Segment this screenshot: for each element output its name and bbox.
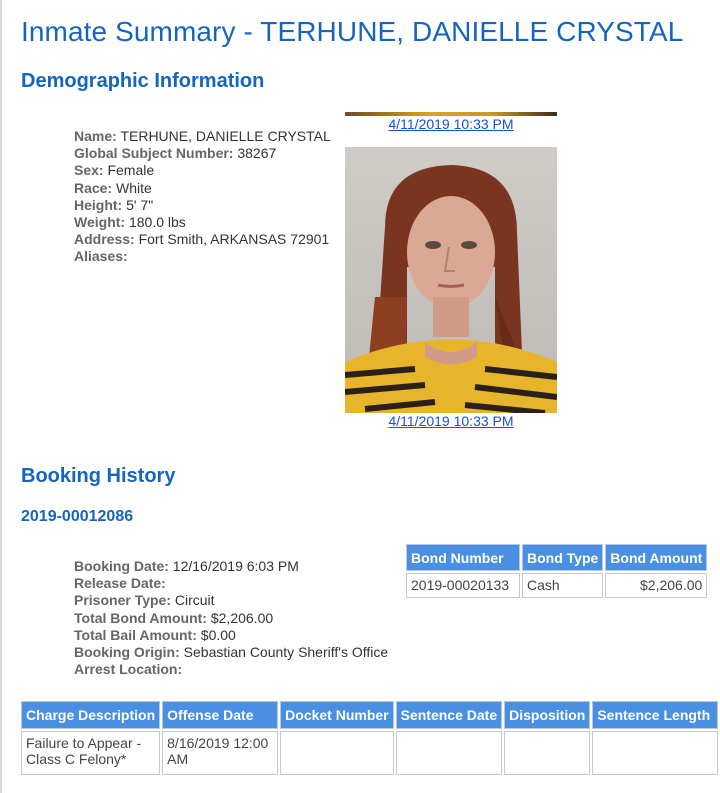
disposition-header: Disposition xyxy=(504,701,590,729)
name-row: Name: TERHUNE, DANIELLE CRYSTAL xyxy=(74,128,331,144)
charge-table xyxy=(19,699,720,777)
charge-table-header-row xyxy=(21,701,718,729)
charge-description-cell: Failure to Appear - Class C Felony* xyxy=(21,731,160,775)
prisoner-type-row: Prisoner Type: Circuit xyxy=(74,592,215,609)
race-row: Race: White xyxy=(74,179,152,196)
bond-table-header-row xyxy=(406,544,707,571)
table-row xyxy=(21,731,718,775)
demographics-info xyxy=(74,128,331,266)
booking-origin-row: Booking Origin: Sebastian County Sheriff's Office xyxy=(74,644,389,661)
offense-date-cell: 8/16/2019 12:00 AM xyxy=(162,731,278,775)
left-border xyxy=(0,0,2,793)
total-bail-row: Total Bail Amount: $0.00 xyxy=(74,626,236,643)
aliases-row: Aliases: xyxy=(74,248,128,265)
table-row xyxy=(406,573,707,598)
photo-caption-link-2[interactable]: 4/11/2019 10:33 PM xyxy=(388,413,514,429)
sentence-length-cell xyxy=(592,731,718,775)
disposition-cell xyxy=(504,731,590,775)
subject-number-row: Global Subject Number: 38267 xyxy=(74,145,277,162)
sentence-date-header: Sentence Date xyxy=(396,701,502,729)
charge-description-header: Charge Description xyxy=(21,701,160,729)
sex-row: Sex: Female xyxy=(74,162,155,179)
address-row: Address: Fort Smith, ARKANSAS 72901 xyxy=(74,231,330,248)
offense-date-header: Offense Date xyxy=(162,701,278,729)
photo-caption-link-1[interactable]: 4/11/2019 10:33 PM xyxy=(388,116,514,132)
docket-number-cell xyxy=(280,731,393,775)
sentence-length-header: Sentence Length xyxy=(592,701,718,729)
arrest-location-row: Arrest Location: xyxy=(74,661,183,678)
release-date-row: Release Date: xyxy=(74,575,166,592)
bond-amount-header: Bond Amount xyxy=(605,544,707,571)
bond-type-cell: Cash xyxy=(522,573,603,598)
booking-info xyxy=(74,558,388,678)
docket-number-header: Docket Number xyxy=(280,701,393,729)
bond-type-header: Bond Type xyxy=(522,544,603,571)
booking-history-heading: Booking History xyxy=(21,465,176,487)
weight-row: Weight: 180.0 lbs xyxy=(74,214,186,231)
bond-table xyxy=(404,542,709,600)
page-title: Inmate Summary - TERHUNE, DANIELLE CRYSTAL xyxy=(21,16,684,47)
mugshot-image xyxy=(345,147,557,413)
bond-number-cell: 2019-00020133 xyxy=(406,573,520,598)
booking-number: 2019-00012086 xyxy=(21,508,134,525)
demographics-heading: Demographic Information xyxy=(21,70,265,92)
booking-date-row: Booking Date: 12/16/2019 6:03 PM xyxy=(74,558,299,574)
total-bond-row: Total Bond Amount: $2,206.00 xyxy=(74,609,274,626)
sentence-date-cell xyxy=(396,731,502,775)
mugshot-photo[interactable] xyxy=(345,147,557,413)
bond-amount-cell: $2,206.00 xyxy=(605,573,707,598)
bond-number-header: Bond Number xyxy=(406,544,520,571)
height-row: Height: 5' 7" xyxy=(74,196,154,213)
